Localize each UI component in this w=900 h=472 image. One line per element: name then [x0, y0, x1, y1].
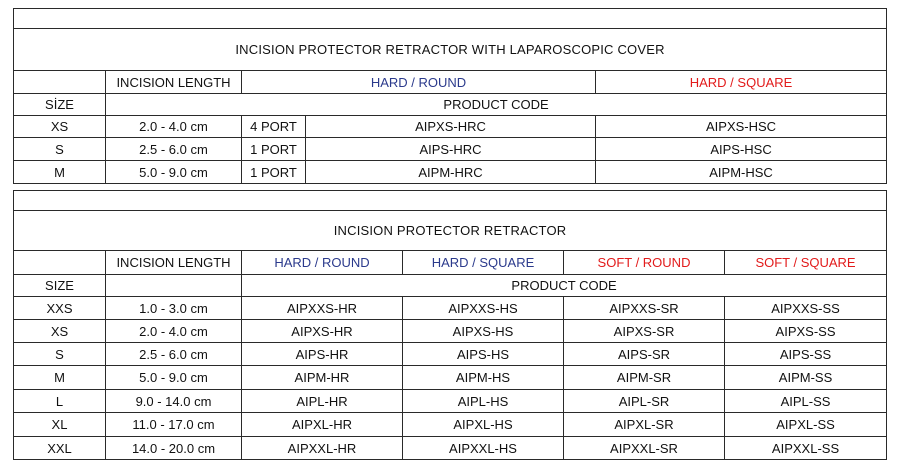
code-hard-square: AIPXS-HS [403, 320, 564, 343]
code-soft-round: AIPS-SR [564, 343, 725, 366]
table-row [14, 320, 887, 343]
laparoscopic-cover-table [13, 8, 887, 184]
code-hard-round: AIPM-HR [242, 366, 403, 390]
size-cell: XXS [14, 297, 106, 320]
header-hard-square: HARD / SQUARE [596, 71, 887, 94]
code-hard-round: AIPXL-HR [242, 413, 403, 437]
header-size: SİZE [14, 94, 106, 116]
size-cell: M [14, 161, 106, 184]
table-top-spacer [14, 9, 887, 29]
header-blank [14, 71, 106, 94]
code-soft-round: AIPXXS-SR [564, 297, 725, 320]
table-row [14, 116, 887, 138]
port-cell: 1 PORT [242, 138, 306, 161]
size-cell: S [14, 343, 106, 366]
code-hard-square: AIPXXS-HS [403, 297, 564, 320]
header-blank [106, 275, 242, 297]
header-size: SIZE [14, 275, 106, 297]
code-soft-round: AIPXXL-SR [564, 437, 725, 460]
table-row [14, 138, 887, 161]
incision-protector-table [13, 190, 887, 460]
table-row [14, 366, 887, 390]
code-hard-square: AIPXS-HSC [596, 116, 887, 138]
code-soft-square: AIPXXS-SS [725, 297, 887, 320]
table-row [14, 297, 887, 320]
header-hard-round: HARD / ROUND [242, 251, 403, 275]
code-soft-square: AIPXS-SS [725, 320, 887, 343]
code-soft-square: AIPL-SS [725, 390, 887, 413]
length-cell: 9.0 - 14.0 cm [106, 390, 242, 413]
length-cell: 2.5 - 6.0 cm [106, 138, 242, 161]
length-cell: 1.0 - 3.0 cm [106, 297, 242, 320]
table-title: INCISION PROTECTOR RETRACTOR WITH LAPAROSCOPIC COVER [14, 29, 887, 71]
port-cell: 4 PORT [242, 116, 306, 138]
table-row [14, 161, 887, 184]
code-hard-square: AIPS-HSC [596, 138, 887, 161]
header-product-code: PRODUCT CODE [106, 94, 887, 116]
length-cell: 14.0 - 20.0 cm [106, 437, 242, 460]
header-incision-length: INCISION LENGTH [106, 251, 242, 275]
code-soft-round: AIPL-SR [564, 390, 725, 413]
table-row [14, 437, 887, 460]
code-hard-square: AIPM-HSC [596, 161, 887, 184]
code-soft-round: AIPM-SR [564, 366, 725, 390]
table-row [14, 390, 887, 413]
length-cell: 2.5 - 6.0 cm [106, 343, 242, 366]
header-incision-length: INCISION LENGTH [106, 71, 242, 94]
code-soft-square: AIPXL-SS [725, 413, 887, 437]
length-cell: 11.0 - 17.0 cm [106, 413, 242, 437]
code-soft-round: AIPXS-SR [564, 320, 725, 343]
length-cell: 2.0 - 4.0 cm [106, 116, 242, 138]
header-soft-square: SOFT / SQUARE [725, 251, 887, 275]
header-hard-round: HARD / ROUND [242, 71, 596, 94]
length-cell: 5.0 - 9.0 cm [106, 366, 242, 390]
header-hard-square: HARD / SQUARE [403, 251, 564, 275]
code-hard-square: AIPM-HS [403, 366, 564, 390]
code-hard-round: AIPS-HRC [306, 138, 596, 161]
size-cell: M [14, 366, 106, 390]
size-cell: XL [14, 413, 106, 437]
size-cell: L [14, 390, 106, 413]
code-hard-round: AIPL-HR [242, 390, 403, 413]
code-hard-round: AIPM-HRC [306, 161, 596, 184]
table-row [14, 343, 887, 366]
size-cell: S [14, 138, 106, 161]
size-cell: XXL [14, 437, 106, 460]
table-top-spacer [14, 191, 887, 211]
code-soft-square: AIPXXL-SS [725, 437, 887, 460]
size-cell: XS [14, 116, 106, 138]
code-hard-round: AIPXXS-HR [242, 297, 403, 320]
code-hard-square: AIPXXL-HS [403, 437, 564, 460]
header-blank [14, 251, 106, 275]
code-hard-round: AIPXS-HR [242, 320, 403, 343]
code-hard-square: AIPXL-HS [403, 413, 564, 437]
table-row [14, 413, 887, 437]
size-cell: XS [14, 320, 106, 343]
length-cell: 5.0 - 9.0 cm [106, 161, 242, 184]
header-product-code: PRODUCT CODE [242, 275, 887, 297]
code-hard-round: AIPXXL-HR [242, 437, 403, 460]
code-hard-square: AIPL-HS [403, 390, 564, 413]
length-cell: 2.0 - 4.0 cm [106, 320, 242, 343]
code-hard-round: AIPS-HR [242, 343, 403, 366]
header-soft-round: SOFT / ROUND [564, 251, 725, 275]
code-hard-square: AIPS-HS [403, 343, 564, 366]
code-soft-square: AIPS-SS [725, 343, 887, 366]
code-hard-round: AIPXS-HRC [306, 116, 596, 138]
table-title: INCISION PROTECTOR RETRACTOR [14, 211, 887, 251]
code-soft-round: AIPXL-SR [564, 413, 725, 437]
code-soft-square: AIPM-SS [725, 366, 887, 390]
port-cell: 1 PORT [242, 161, 306, 184]
